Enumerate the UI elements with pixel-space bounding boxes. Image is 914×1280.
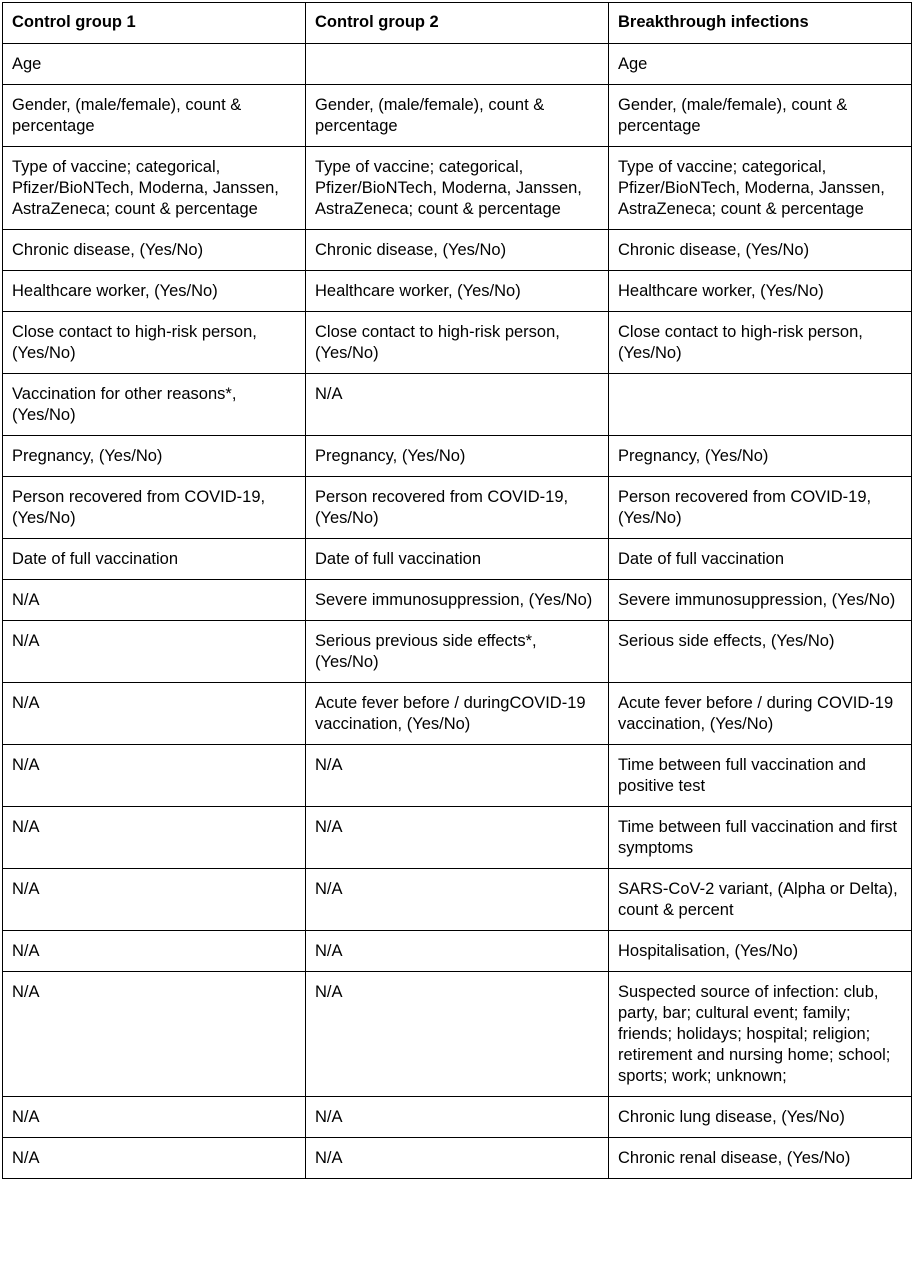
table-cell: N/A <box>3 931 306 972</box>
table-cell: N/A <box>3 1097 306 1138</box>
table-cell: Gender, (male/female), count & percentage <box>306 85 609 147</box>
table-cell: Person recovered from COVID-19, (Yes/No) <box>306 477 609 539</box>
table-row <box>3 271 912 312</box>
table-cell: Serious side effects, (Yes/No) <box>609 621 912 683</box>
table-cell: Person recovered from COVID-19, (Yes/No) <box>609 477 912 539</box>
table-cell: Date of full vaccination <box>3 539 306 580</box>
table-row <box>3 374 912 436</box>
table-cell: N/A <box>306 869 609 931</box>
table-cell: N/A <box>306 1138 609 1179</box>
variables-table <box>2 2 912 1179</box>
table-cell: Pregnancy, (Yes/No) <box>306 436 609 477</box>
table-row <box>3 807 912 869</box>
header-control-group-2: Control group 2 <box>306 3 609 44</box>
table-row <box>3 931 912 972</box>
table-row <box>3 972 912 1097</box>
table-row <box>3 147 912 230</box>
table-cell: Severe immunosuppression, (Yes/No) <box>306 580 609 621</box>
table-cell: Type of vaccine; categorical, Pfizer/BioNTech, Moderna, Janssen, AstraZeneca; count & percentage <box>306 147 609 230</box>
table-cell: N/A <box>3 621 306 683</box>
table-cell: N/A <box>3 745 306 807</box>
table-cell: Close contact to high-risk person, (Yes/No) <box>306 312 609 374</box>
table-cell: N/A <box>3 972 306 1097</box>
table-cell: N/A <box>3 580 306 621</box>
table-cell: Time between full vaccination and positive test <box>609 745 912 807</box>
table-header-row <box>3 3 912 44</box>
table-cell: N/A <box>3 869 306 931</box>
table-cell: Chronic renal disease, (Yes/No) <box>609 1138 912 1179</box>
table-row <box>3 477 912 539</box>
table-body <box>3 44 912 1179</box>
table-row <box>3 745 912 807</box>
table-cell: Acute fever before / during COVID-19 vaccination, (Yes/No) <box>609 683 912 745</box>
table-cell: Vaccination for other reasons*, (Yes/No) <box>3 374 306 436</box>
table-cell: Chronic disease, (Yes/No) <box>306 230 609 271</box>
table-cell: N/A <box>306 972 609 1097</box>
header-breakthrough-infections: Breakthrough infections <box>609 3 912 44</box>
table-cell: N/A <box>3 1138 306 1179</box>
table-cell: Severe immunosuppression, (Yes/No) <box>609 580 912 621</box>
table-cell: N/A <box>3 807 306 869</box>
table-row <box>3 230 912 271</box>
table-cell: Type of vaccine; categorical, Pfizer/BioNTech, Moderna, Janssen, AstraZeneca; count & percentage <box>609 147 912 230</box>
table-cell: SARS-CoV-2 variant, (Alpha or Delta), count & percent <box>609 869 912 931</box>
table-cell: Close contact to high-risk person, (Yes/No) <box>609 312 912 374</box>
table-cell: Acute fever before / duringCOVID-19 vaccination, (Yes/No) <box>306 683 609 745</box>
table-cell: Age <box>609 44 912 85</box>
table-cell: Pregnancy, (Yes/No) <box>3 436 306 477</box>
table-row <box>3 85 912 147</box>
table-row <box>3 539 912 580</box>
table-cell <box>609 374 912 436</box>
table-row <box>3 1138 912 1179</box>
table-cell: Suspected source of infection: club, party, bar; cultural event; family; friends; holidays; hospital; religion; retirement and nursing home; school; sports; work; unknown; <box>609 972 912 1097</box>
table-cell: Type of vaccine; categorical, Pfizer/BioNTech, Moderna, Janssen, AstraZeneca; count & percentage <box>3 147 306 230</box>
table-cell: Healthcare worker, (Yes/No) <box>3 271 306 312</box>
table-row <box>3 580 912 621</box>
table-cell: Date of full vaccination <box>609 539 912 580</box>
table-cell: N/A <box>306 1097 609 1138</box>
table-cell: N/A <box>3 683 306 745</box>
table-cell <box>306 44 609 85</box>
table-cell: N/A <box>306 374 609 436</box>
table-cell: Person recovered from COVID-19, (Yes/No) <box>3 477 306 539</box>
table-cell: Gender, (male/female), count & percentage <box>609 85 912 147</box>
table-cell: Gender, (male/female), count & percentage <box>3 85 306 147</box>
table-row <box>3 436 912 477</box>
table-row <box>3 869 912 931</box>
table-cell: Hospitalisation, (Yes/No) <box>609 931 912 972</box>
header-control-group-1: Control group 1 <box>3 3 306 44</box>
table-cell: Chronic lung disease, (Yes/No) <box>609 1097 912 1138</box>
table-cell: Close contact to high-risk person, (Yes/No) <box>3 312 306 374</box>
table-cell: N/A <box>306 931 609 972</box>
table-cell: Age <box>3 44 306 85</box>
table-cell: Time between full vaccination and first symptoms <box>609 807 912 869</box>
table-cell: Date of full vaccination <box>306 539 609 580</box>
table-cell: N/A <box>306 745 609 807</box>
table-cell: Chronic disease, (Yes/No) <box>3 230 306 271</box>
table-cell: Serious previous side effects*, (Yes/No) <box>306 621 609 683</box>
table-row <box>3 312 912 374</box>
table-row <box>3 621 912 683</box>
table-cell: Healthcare worker, (Yes/No) <box>306 271 609 312</box>
table-row <box>3 1097 912 1138</box>
table-row <box>3 44 912 85</box>
table-row <box>3 683 912 745</box>
table-cell: N/A <box>306 807 609 869</box>
table-cell: Healthcare worker, (Yes/No) <box>609 271 912 312</box>
table-cell: Pregnancy, (Yes/No) <box>609 436 912 477</box>
table-cell: Chronic disease, (Yes/No) <box>609 230 912 271</box>
